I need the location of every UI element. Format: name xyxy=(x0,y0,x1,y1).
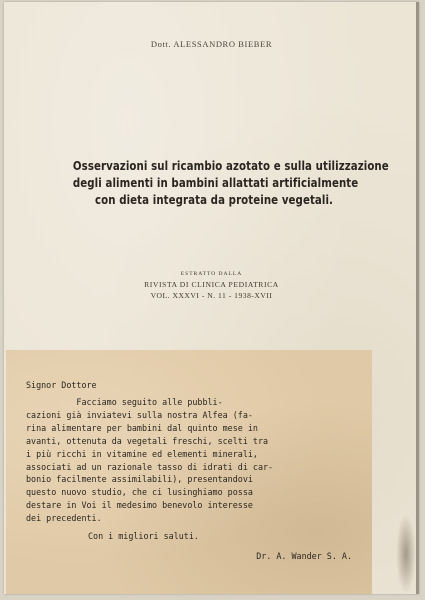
letter-body xyxy=(26,396,366,525)
typed-letter xyxy=(26,379,366,562)
title-line-3: con dieta integrata da proteine vegetali. xyxy=(94,193,334,207)
document-page xyxy=(4,2,419,594)
journal-name: RIVISTA DI CLINICA PEDIATRICA xyxy=(144,280,279,289)
letter-line: avanti, ottenuta da vegetali freschi, scelti tra xyxy=(26,435,269,446)
letter-line: rina alimentare per bambini dal quinto mese in xyxy=(26,422,258,433)
author-line: Dott. ALESSANDRO BIEBER xyxy=(150,39,273,49)
journal-volume: VOL. XXXVI - N. 11 - 1938-XVII xyxy=(150,291,273,300)
letter-signature: Dr. A. Wander S. A. xyxy=(256,551,352,562)
title-line-2: degli alimenti in bambini allattati artificialmente xyxy=(72,176,359,190)
letter-line: destare in Voi il medesimo benevolo interesse xyxy=(26,500,253,511)
letter-line: Facciamo seguito alle pubbli- xyxy=(26,397,223,407)
letter-line: associati ad un razionale tasso di idrati di car- xyxy=(26,461,274,472)
extract-label: ESTRATTO DALLA xyxy=(180,271,243,277)
title-line-1: Osservazioni sul ricambio azotato e sulla utilizzazione xyxy=(72,159,389,173)
letter-line: questo nuovo studio, che ci lusinghiamo possa xyxy=(26,487,253,498)
document-title xyxy=(72,158,389,209)
letter-line: i più ricchi in vitamine ed elementi minerali, xyxy=(26,448,258,459)
letter-line: bonio facilmente assimilabili), presentandovi xyxy=(26,474,253,485)
letter-salutation: Signor Dottore xyxy=(26,380,97,390)
letter-line: dei precedenti. xyxy=(26,513,102,524)
paper-stain xyxy=(396,514,416,594)
extract-block xyxy=(4,270,419,301)
letter-line: cazioni già inviatevi sulla nostra Alfea (fa- xyxy=(26,409,253,420)
letter-closing: Con i migliori saluti. xyxy=(88,531,199,542)
